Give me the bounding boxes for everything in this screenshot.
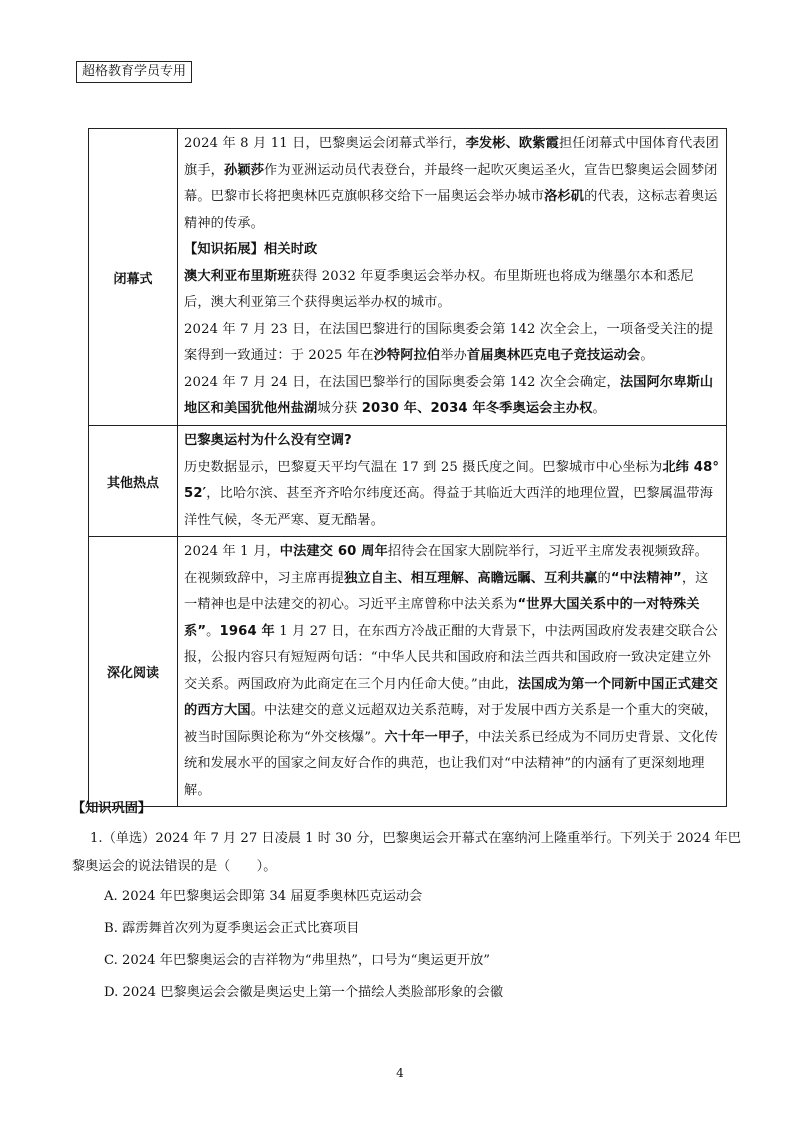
option-b: B. 霹雳舞首次列为夏季奥运会正式比赛项目 [104, 921, 360, 936]
hot-topics-table [88, 128, 727, 807]
text-run: 2024 年 1 月， [184, 544, 280, 559]
row-label: 深化阅读 [89, 537, 178, 807]
paragraph [184, 370, 720, 423]
row-content [178, 426, 727, 537]
bold-text-run: 沙特阿拉伯 [373, 348, 441, 363]
text-run: 2024 年 8 月 11 日，巴黎奥运会闭幕式举行， [184, 136, 466, 151]
page-number: 4 [396, 1066, 404, 1080]
bold-text-run: 澳大利亚布里斯班 [184, 268, 291, 284]
bold-text-run: 法国阿尔卑斯山地区和美国犹他州盐湖 [184, 374, 714, 416]
text-run: 举办 [440, 348, 467, 363]
text-run: 。 [640, 348, 654, 363]
bold-text-run: “世界大国关系中的一对特殊关系” [184, 597, 700, 639]
text-run: 获得 2032 年夏季奥运会举办权。布里斯班也将成为继墨尔本和悉尼后，澳大利亚第三个获得奥运举办权的城市。 [184, 268, 694, 310]
table-row [89, 426, 727, 537]
text-run: 的代表，这标志着奥运精神的传承。 [184, 189, 718, 231]
row-label: 其他热点 [89, 426, 178, 537]
text-run: 1 月 27 日，在东西方冷战正酣的大背景下，中法两国政府发表建交联合公报，公报内容只有短短两句话：“中华人民共和国政府和法兰西共和国政府一致决定建立外交关系。两国政府为此商定在三个月内任命大使。”由此， [184, 623, 719, 692]
text-run: 。 [592, 401, 606, 416]
row-content [178, 129, 727, 426]
text-run: 作为亚洲运动员代表登台，并最终一起吹灭奥运圣火，宣告巴黎奥运会圆梦闭幕。巴黎市长将把奥林匹克旗帜移交给下一届奥运会举办城市 [184, 162, 718, 204]
bold-text-run: 独立自主、相互理解、高瞻远瞩、互利共赢 [344, 570, 598, 586]
text-run: 。 [206, 623, 220, 639]
row-label: 闭幕式 [89, 129, 178, 426]
table-row [89, 537, 727, 807]
paragraph [184, 317, 720, 370]
text-run: ，中法关系已经成为不同历史背景、文化传统和发展水平的国家之间友好合作的典范，也让我们对“中法精神”的内涵有了更深刻地理解。 [184, 729, 718, 798]
text-run: 城分获 [317, 401, 362, 416]
paragraph [184, 428, 720, 455]
question-stem: 1.（单选）2024 年 7 月 27 日凌晨 1 时 30 分，巴黎奥运会开幕式在塞纳河上隆重举行。下列关于 2024 年巴黎奥运会的说法错误的是（ ）。 [72, 831, 741, 874]
paragraph [184, 264, 720, 317]
knowledge-title: 【知识巩固】 [72, 801, 152, 816]
bold-text-run: “中法精神” [610, 570, 682, 586]
bold-text-run: 【知识拓展】相关时政 [184, 242, 318, 257]
bold-text-run: 六十年一甲子 [384, 729, 465, 745]
text-run: 招待会在国家大剧院举行，习近平主席发表视频致辞。在视频致辞中，习主席再提 [184, 544, 709, 586]
header-label: 超格教育学员专用 [76, 61, 192, 83]
text-run: ，这一精神也是中法建交的初心。习近平主席曾称中法关系为 [184, 570, 709, 612]
paragraph [184, 539, 720, 804]
text-run: 2024 年 7 月 23 日，在法国巴黎进行的国际奥委会第 142 次全会上，一项备受关注的提案得到一致通过：于 2025 年在 [184, 321, 714, 363]
table-row [89, 129, 727, 426]
text-run: 的 [597, 570, 611, 586]
bold-text-run: 法国成为第一个同新中国正式建交的西方大国 [184, 676, 718, 718]
text-run: 。中法建交的意义远超双边关系范畴，对于发展中西方关系是一个重大的突破，被当时国际舆论称为“外交核爆”。 [184, 703, 718, 745]
paragraph [184, 455, 720, 535]
bold-text-run: 1964 年 [219, 623, 275, 639]
paragraph [184, 131, 720, 237]
bold-text-run: 洛杉矶 [544, 189, 585, 204]
bold-text-run: 中法建交 60 周年 [279, 544, 388, 559]
bold-text-run: 首届奥林匹克电子竞技运动会 [466, 348, 641, 363]
text-run: 担任闭幕式中国体育代表团旗手， [184, 136, 719, 178]
paragraph [184, 237, 720, 264]
bold-text-run: 巴黎奥运村为什么没有空调? [184, 433, 352, 448]
row-content [178, 537, 727, 807]
option-d: D. 2024 巴黎奥运会会徽是奥运史上第一个描绘人类脸部形象的会徽 [104, 985, 504, 1000]
option-a: A. 2024 年巴黎奥运会即第 34 届夏季奥林匹克运动会 [104, 889, 423, 904]
bold-text-run: 李发彬、欧紫霞 [465, 136, 559, 151]
bold-text-run: 北纬 48° 52′ [184, 459, 720, 501]
text-run: ，比哈尔滨、甚至齐齐哈尔纬度还高。得益于其临近大西洋的地理位置，巴黎属温带海洋性气候，冬无严寒、夏无酷暑。 [184, 486, 714, 528]
text-run: 2024 年 7 月 24 日，在法国巴黎举行的国际奥委会第 142 次全会确定， [184, 374, 620, 390]
bold-text-run: 孙颖莎 [224, 162, 265, 178]
text-run: 历史数据显示，巴黎夏天平均气温在 17 到 25 摄氏度之间。巴黎城市中心坐标为 [184, 459, 663, 475]
option-c: C. 2024 年巴黎奥运会的吉祥物为“弗里热”，口号为“奥运更开放” [104, 953, 491, 968]
bold-text-run: 2030 年、2034 年冬季奥运会主办权 [361, 401, 593, 416]
